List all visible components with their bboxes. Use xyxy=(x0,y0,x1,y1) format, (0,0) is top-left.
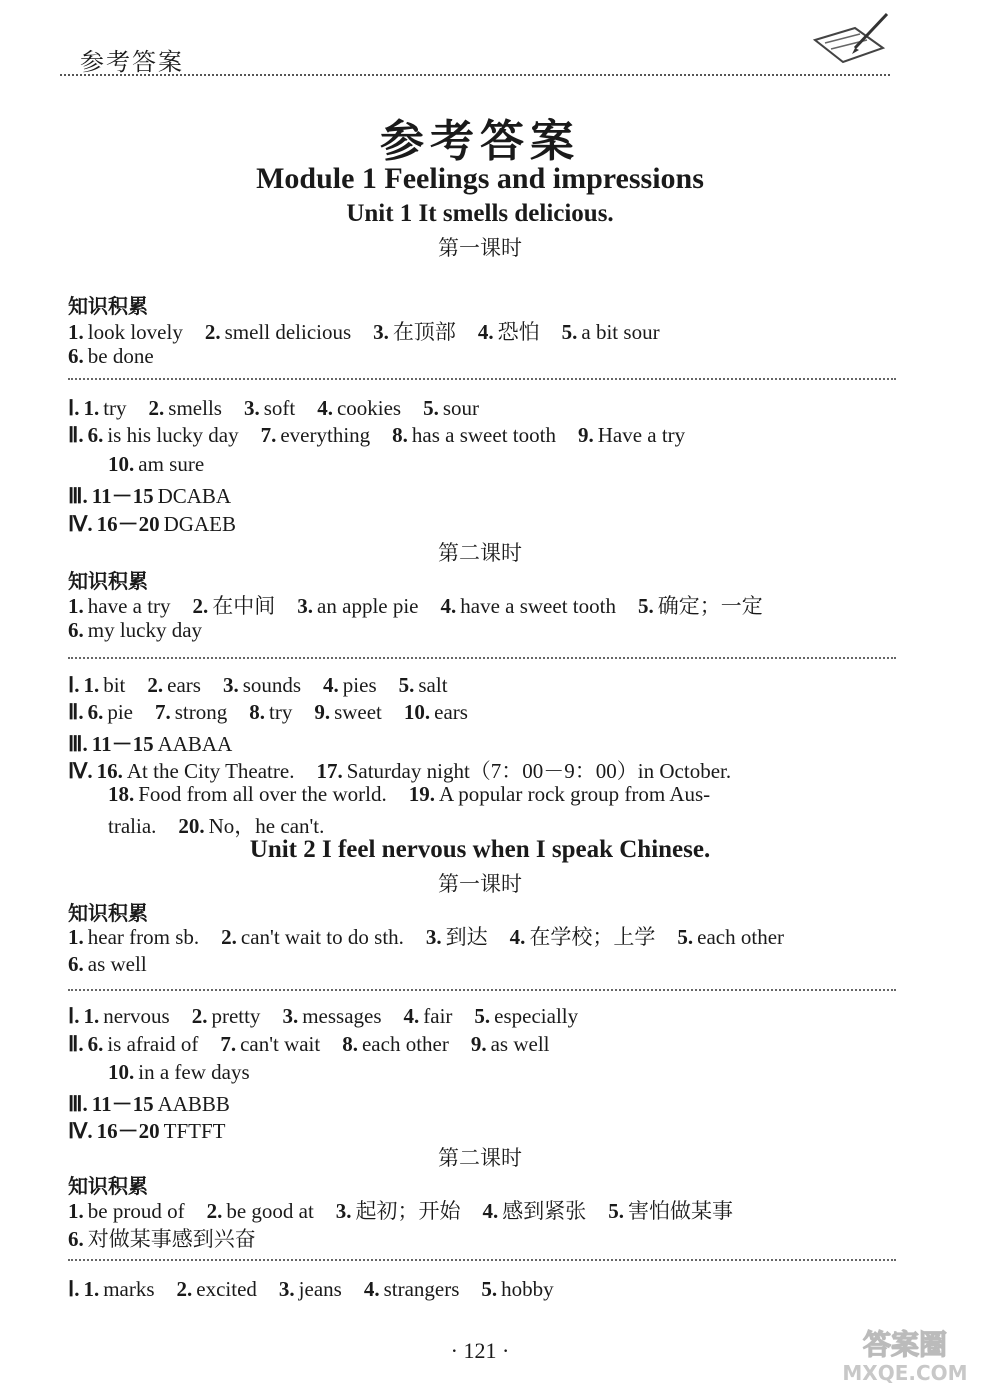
item-number: 10. xyxy=(403,700,431,724)
unit-2-title: Unit 2 I feel nervous when I speak Chinese. xyxy=(249,836,711,863)
answer-line xyxy=(68,1088,252,1118)
answer-text: have a try xyxy=(87,594,171,618)
item-number: Ⅳ. xyxy=(68,759,93,783)
lesson-1-heading: 第一课时 xyxy=(438,236,522,260)
answer-text: salt xyxy=(418,673,448,697)
answer-text: tralia. xyxy=(108,814,157,838)
item-number: 10. xyxy=(108,452,135,476)
item-number: 2. xyxy=(191,1004,208,1028)
watermark-logo xyxy=(830,1322,980,1387)
answer-text: AABAA xyxy=(157,732,233,756)
item-number: 2. xyxy=(206,1199,223,1223)
item-number: 8. xyxy=(249,700,265,724)
item-number: 5. xyxy=(398,673,415,697)
item-number: 6. xyxy=(68,618,84,642)
item-number: 9. xyxy=(314,700,331,724)
answer-text: 在学校；上学 xyxy=(529,925,656,949)
answer-text: pies xyxy=(342,673,377,697)
item-number: 4. xyxy=(363,1277,380,1301)
item-number: 7. xyxy=(220,1032,237,1056)
answer-text: 到达 xyxy=(445,925,488,949)
page-header xyxy=(60,30,900,80)
answer-text: try xyxy=(269,700,293,724)
item-number: Ⅲ. xyxy=(68,1092,88,1116)
answer-line xyxy=(68,921,806,951)
answer-text: sounds xyxy=(242,673,302,697)
answer-text: 在中间 xyxy=(212,594,276,618)
answer-text: excited xyxy=(196,1277,257,1301)
knowledge-label: 知识积累 xyxy=(68,901,148,925)
answer-line xyxy=(68,480,253,510)
item-number: 2. xyxy=(147,673,164,697)
item-number: 3. xyxy=(282,1004,299,1028)
answer-text: be done xyxy=(87,344,154,368)
item-number: Ⅳ. xyxy=(68,512,93,536)
answer-text: AABBB xyxy=(157,1092,230,1116)
answer-text: am sure xyxy=(138,452,205,476)
lesson-1-heading: 第一课时 xyxy=(438,872,522,896)
answer-text: messages xyxy=(302,1004,382,1028)
item-number: 3. xyxy=(278,1277,295,1301)
answer-line xyxy=(108,1060,272,1085)
answer-text: smells xyxy=(168,396,222,420)
answer-text: each other xyxy=(697,925,785,949)
item-number: 6. xyxy=(68,344,84,368)
answer-text: can't wait xyxy=(240,1032,321,1056)
watermark-line2: MXQE.COM xyxy=(842,1361,968,1385)
item-number: 4. xyxy=(403,1004,420,1028)
answer-text: hear from sb. xyxy=(87,925,200,949)
answer-text: A popular rock group from Aus- xyxy=(438,782,711,806)
answer-text: sour xyxy=(442,396,480,420)
answer-text: Saturday night（7：00－9：00）in October. xyxy=(346,759,732,783)
answer-text: smell delicious xyxy=(224,320,352,344)
item-number: Ⅰ. xyxy=(68,396,80,420)
item-number: 2. xyxy=(204,320,221,344)
item-number: 5. xyxy=(608,1199,625,1223)
item-number: 1. xyxy=(68,594,84,618)
answer-text: soft xyxy=(263,396,296,420)
answer-line xyxy=(68,618,224,643)
item-number: 1. xyxy=(83,1004,100,1028)
answer-text: is afraid of xyxy=(107,1032,199,1056)
item-number: Ⅲ. xyxy=(68,732,88,756)
lesson-2-heading: 第二课时 xyxy=(438,1146,522,1170)
item-number: 11－15 xyxy=(91,484,154,508)
answer-line xyxy=(68,1277,576,1302)
answer-text: be proud of xyxy=(87,1199,185,1223)
item-number: 3. xyxy=(335,1199,352,1223)
answer-text: everything xyxy=(280,423,371,447)
dotted-divider xyxy=(68,657,896,659)
item-number: 9. xyxy=(470,1032,487,1056)
answer-text: my lucky day xyxy=(87,618,203,642)
answer-text: as well xyxy=(490,1032,550,1056)
answer-line xyxy=(68,508,258,538)
item-number: 16－20 xyxy=(96,512,160,536)
item-number: 5. xyxy=(561,320,578,344)
item-number: 5. xyxy=(474,1004,491,1028)
dotted-divider xyxy=(68,1259,896,1261)
item-number: 1. xyxy=(83,673,100,697)
item-number: 19. xyxy=(408,782,435,806)
item-number: 4. xyxy=(482,1199,499,1223)
answer-text: as well xyxy=(87,952,147,976)
answer-text: an apple pie xyxy=(317,594,419,618)
answer-line xyxy=(68,590,785,620)
item-number: Ⅱ. xyxy=(68,1032,84,1056)
answer-line xyxy=(108,782,732,807)
answer-text: marks xyxy=(103,1277,155,1301)
item-number: Ⅰ. xyxy=(68,1277,80,1301)
answer-text: be good at xyxy=(226,1199,314,1223)
answer-line xyxy=(68,728,254,758)
item-number: 17. xyxy=(316,759,343,783)
item-number: 4. xyxy=(509,925,526,949)
item-number: 11－15 xyxy=(91,732,154,756)
answer-line xyxy=(68,344,176,369)
answer-text: is his lucky day xyxy=(107,423,239,447)
item-number: 6. xyxy=(68,952,84,976)
item-number: 7. xyxy=(155,700,171,724)
answer-text: has a sweet tooth xyxy=(411,423,556,447)
answer-text: 害怕做某事 xyxy=(628,1199,734,1223)
answer-text: 起初；开始 xyxy=(355,1199,461,1223)
answer-text: At the City Theatre. xyxy=(126,759,295,783)
answer-text: 感到紧张 xyxy=(502,1199,587,1223)
answer-text: sweet xyxy=(334,700,382,724)
pencil-paper-icon xyxy=(805,10,895,70)
answer-line xyxy=(68,1195,755,1225)
main-title: 参考答案 xyxy=(380,116,580,167)
answer-text: have a sweet tooth xyxy=(460,594,616,618)
item-number: 5. xyxy=(481,1277,498,1301)
item-number: 3. xyxy=(222,673,239,697)
answer-text: DGAEB xyxy=(163,512,236,536)
knowledge-label: 知识积累 xyxy=(68,294,148,318)
answer-text: try xyxy=(103,396,127,420)
item-number: 11－15 xyxy=(91,1092,154,1116)
item-number: 4. xyxy=(323,673,339,697)
item-number: 2. xyxy=(148,396,165,420)
header-title: 参考答案 xyxy=(80,48,184,76)
answer-text: especially xyxy=(494,1004,579,1028)
module-title: Module 1 Feelings and impressions xyxy=(256,162,704,195)
dotted-divider xyxy=(68,378,896,380)
knowledge-label: 知识积累 xyxy=(68,1174,148,1198)
item-number: Ⅱ. xyxy=(68,423,84,447)
answer-text: 对做某事感到兴奋 xyxy=(87,1227,256,1251)
item-number: 3. xyxy=(297,594,314,618)
answer-text: TFTFT xyxy=(163,1119,226,1143)
answer-text: pie xyxy=(107,700,133,724)
item-number: 5. xyxy=(677,925,694,949)
item-number: 6. xyxy=(87,423,104,447)
knowledge-label: 知识积累 xyxy=(68,569,148,593)
item-number: 7. xyxy=(260,423,277,447)
item-number: 1. xyxy=(83,396,100,420)
item-number: 6. xyxy=(87,700,104,724)
answer-text: Have a try xyxy=(597,423,686,447)
item-number: 2. xyxy=(192,594,209,618)
answer-line xyxy=(68,1004,600,1029)
item-number: Ⅰ. xyxy=(68,1004,80,1028)
answer-line xyxy=(68,1032,572,1057)
item-number: 9. xyxy=(577,423,594,447)
answer-text: fair xyxy=(423,1004,453,1028)
answer-text: can't wait to do sth. xyxy=(240,925,404,949)
answer-text: 在顶部 xyxy=(392,320,456,344)
answer-text: hobby xyxy=(501,1277,554,1301)
item-number: Ⅳ. xyxy=(68,1119,93,1143)
item-number: 1. xyxy=(83,1277,100,1301)
header-divider xyxy=(60,74,890,76)
item-number: 6. xyxy=(68,1227,84,1251)
item-number: 2. xyxy=(221,925,237,949)
watermark-line1: 答案圈 xyxy=(862,1328,948,1361)
answer-text: strong xyxy=(174,700,228,724)
item-number: 16－20 xyxy=(96,1119,160,1143)
answer-line xyxy=(68,755,753,785)
item-number: Ⅱ. xyxy=(68,700,84,724)
item-number: 3. xyxy=(425,925,442,949)
answer-line xyxy=(68,316,682,346)
page-number: · 121 · xyxy=(450,1338,510,1363)
item-number: 18. xyxy=(108,782,135,806)
item-number: 1. xyxy=(68,1199,84,1223)
item-number: 8. xyxy=(342,1032,358,1056)
answer-text: 确定；一定 xyxy=(657,594,763,618)
answer-text: No，he can't. xyxy=(208,814,325,838)
item-number: 4. xyxy=(477,320,494,344)
answer-text: pretty xyxy=(211,1004,261,1028)
answer-text: bit xyxy=(103,673,126,697)
item-number: 3. xyxy=(243,396,260,420)
answer-line xyxy=(68,423,707,448)
item-number: 3. xyxy=(373,320,389,344)
unit-1-title: Unit 1 It smells delicious. xyxy=(346,200,614,227)
item-number: 5. xyxy=(637,594,654,618)
item-number: 1. xyxy=(68,320,84,344)
answer-line xyxy=(68,700,490,725)
item-number: 5. xyxy=(423,396,439,420)
answer-text: look lovely xyxy=(87,320,183,344)
answer-line xyxy=(68,1223,278,1253)
answer-line xyxy=(68,952,169,977)
item-number: 16. xyxy=(96,759,123,783)
answer-text: in a few days xyxy=(138,1060,250,1084)
item-number: 8. xyxy=(392,423,408,447)
lesson-2-heading: 第二课时 xyxy=(438,541,522,565)
item-number: 4. xyxy=(317,396,333,420)
item-number: 20. xyxy=(178,814,205,838)
answer-line xyxy=(108,452,226,477)
item-number: 6. xyxy=(87,1032,104,1056)
answer-text: DCABA xyxy=(157,484,232,508)
answer-text: Food from all over the world. xyxy=(138,782,387,806)
item-number: 1. xyxy=(68,925,84,949)
item-number: Ⅰ. xyxy=(68,673,80,697)
answer-text: each other xyxy=(361,1032,449,1056)
answer-line xyxy=(68,673,470,698)
answer-line xyxy=(68,1115,247,1145)
answer-text: a bit sour xyxy=(581,320,660,344)
answer-text: ears xyxy=(434,700,468,724)
answer-text: jeans xyxy=(298,1277,342,1301)
answer-text: strangers xyxy=(383,1277,460,1301)
answer-text: nervous xyxy=(103,1004,170,1028)
answer-line xyxy=(68,396,501,421)
answer-text: ears xyxy=(167,673,201,697)
item-number: Ⅲ. xyxy=(68,484,88,508)
item-number: 4. xyxy=(440,594,457,618)
answer-text: 恐怕 xyxy=(497,320,540,344)
item-number: 10. xyxy=(108,1060,135,1084)
item-number: 2. xyxy=(176,1277,193,1301)
answer-text: cookies xyxy=(336,396,402,420)
dotted-divider xyxy=(68,989,896,991)
